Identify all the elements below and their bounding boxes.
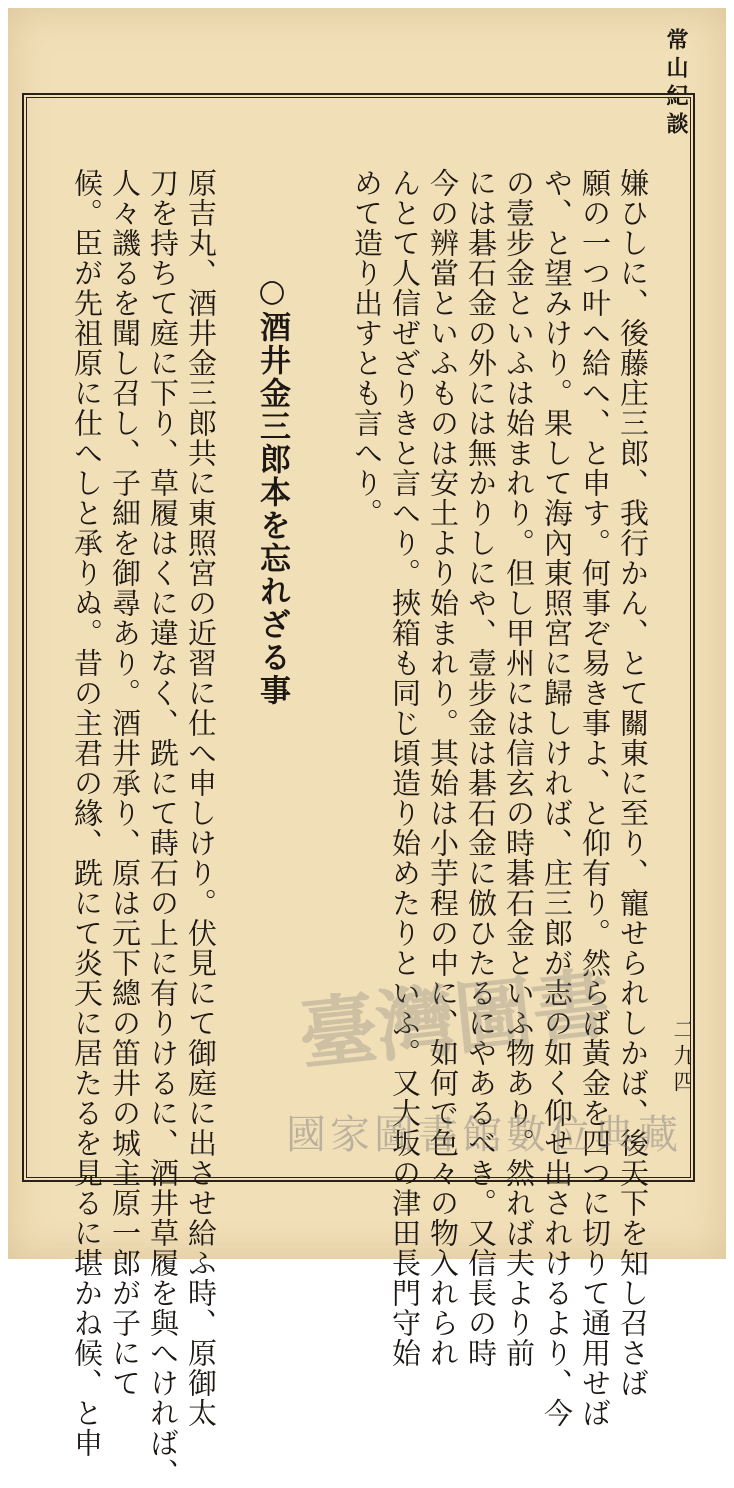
text-column: 原吉丸、酒井金三郎共に東照宮の近習に仕へ申しけり。伏見にて御庭に出させ給ふ時、原御太 — [184, 168, 218, 1428]
text-column: んとて人信ぜざりきと言へり。挾箱も同じ頃造り始めたりといふ。又大坂の津田長門守始 — [388, 168, 422, 1368]
text-column: や、と望みけり。果して海內東照宮に歸しければ、庄三郎が志の如く仰せ出されけるより、今 — [540, 168, 574, 1428]
text-column: 刀を持ちて庭に下り、草履はくに違なく、跣にて蒔石の上に有りけるに、酒井草履を與へければ、 — [146, 168, 180, 1488]
library-seal-watermark: 臺灣圖書 — [294, 959, 615, 1083]
section-heading: ○酒井金三郎本を忘れざる事 — [254, 273, 290, 707]
text-column: の壹步金といふは始まれり。但し甲州には信玄の時碁石金といふ物あり。然れば夫より前 — [502, 168, 536, 1368]
library-watermark-caption: 國家圖書館數位典藏 — [286, 1112, 682, 1158]
text-column: には碁石金の外には無かりしにや、壹步金は碁石金に倣ひたるにやあるべき。又信長の時 — [464, 168, 498, 1368]
text-column: 嫌ひしに、後藤庄三郎、我行かん、とて關東に至り、寵せられしかば、後天下を知し召さば — [616, 168, 650, 1398]
text-column: めて造り出すとも言へり。 — [350, 168, 384, 528]
text-column: 今の辨當といふものは安土より始まれり。其始は小芋程の中に、如何で色々の物入れられ — [426, 168, 460, 1368]
text-column: 願の一つ叶へ給へ、と申す。何事ぞ易き事よ、と仰有り。然らば黃金を四つに切りて通用せば — [578, 168, 612, 1428]
text-column: 人々譏るを聞し召し、子細を御尋あり。酒井承り、原は元下總の笛井の城主原一郎が子にて — [108, 168, 142, 1398]
text-column: 候。臣が先祖原に仕へしと承りぬ。昔の主君の緣、跣にて炎天に居たるを見るに堪かね候、と申 — [70, 168, 104, 1458]
page-number: 二九四 — [670, 1018, 695, 1096]
running-title: 常山紀談 — [663, 28, 689, 140]
book-page — [8, 8, 726, 1488]
